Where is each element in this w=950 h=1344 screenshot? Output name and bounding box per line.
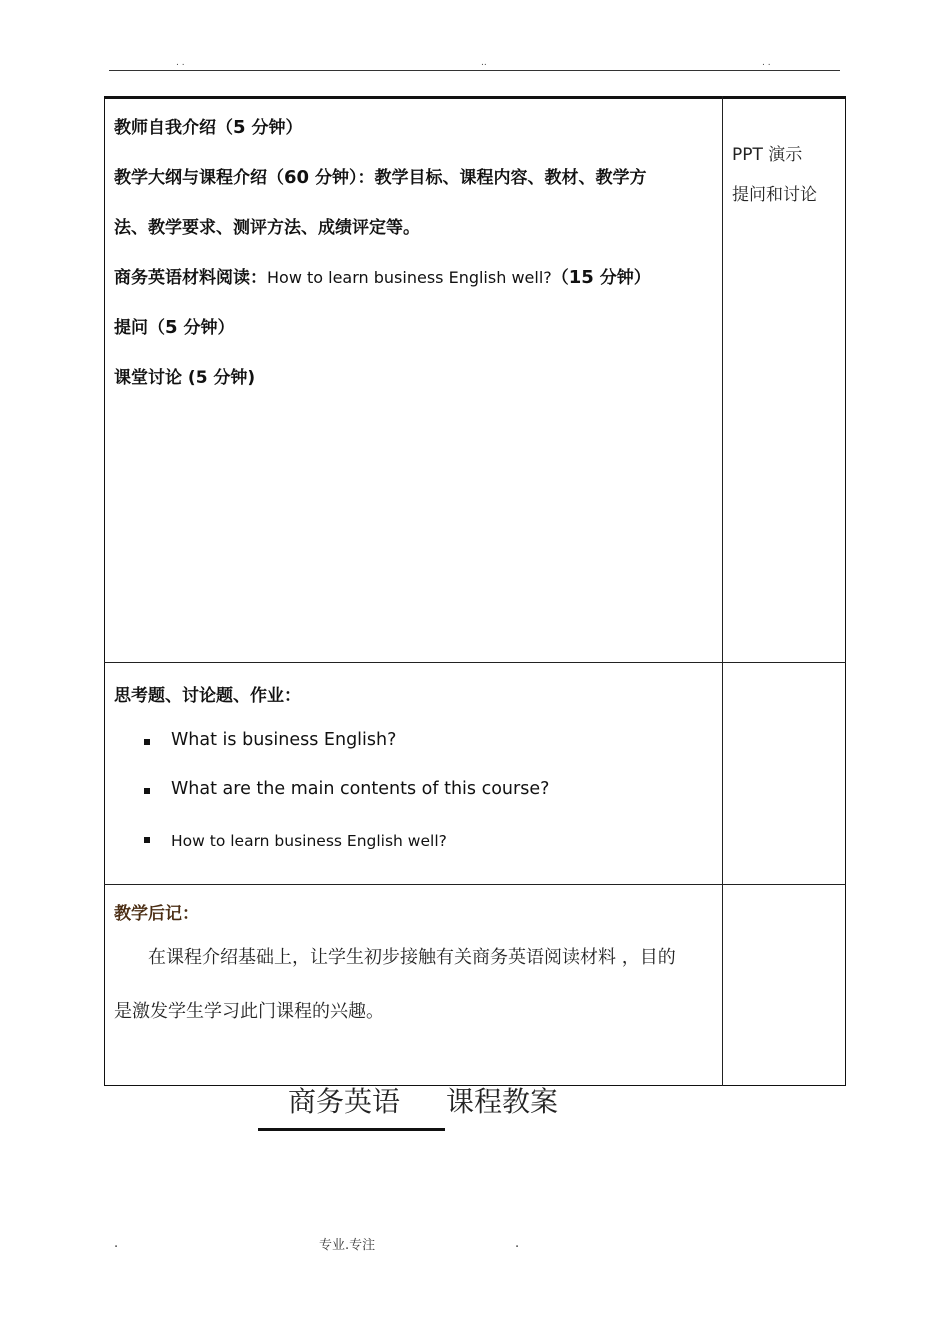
homework-item: How to learn business English well? [171,832,447,850]
method-note-ppt: PPT 演示 [732,145,803,165]
table-row-divider-1 [104,662,846,663]
step-discussion: 课堂讨论 (5 分钟) [114,368,256,388]
table-row-divider-2 [104,884,846,885]
table-column-divider [722,96,723,1086]
homework-heading: 思考题、讨论题、作业： [114,686,301,706]
footer-mark-right: . [515,1236,520,1251]
footer-tagline: 专业.专注 [319,1238,376,1253]
header-mark-left: . . [176,58,185,68]
reading-title: How to learn business English well? [267,268,552,287]
doc-title-plan: 课程教案 [446,1085,559,1118]
lesson-table [104,96,846,1086]
doc-title-course: 商务英语 [288,1085,401,1118]
header-rule [109,70,840,71]
step-intro: 教师自我介绍（5 分钟） [114,117,303,138]
homework-item: What are the main contents of this course? [171,779,550,799]
method-note-discussion: 提问和讨论 [732,185,817,205]
step-reading: 商务英语材料阅读：How to learn business English well?（15 分钟） [114,267,651,288]
step-questions: 提问（5 分钟） [114,317,235,338]
header-mark-right: . . [762,58,771,68]
homework-item: What is business English? [171,730,397,750]
postscript-heading: 教学后记： [114,904,199,924]
step-syllabus: 教学大纲与课程介绍（60 分钟）：教学目标、课程内容、教材、教学方 [114,167,647,188]
postscript-line-2: 是激发学生学习此门课程的兴趣。 [114,1001,384,1022]
footer-mark-left: . [114,1236,119,1251]
bullet-icon [144,739,150,745]
bullet-icon [144,788,150,794]
bullet-icon [144,837,150,843]
header-mark-center: .. [481,58,487,68]
doc-title-underline [258,1128,445,1131]
step-syllabus-continued: 法、教学要求、测评方法、成绩评定等。 [114,218,420,238]
postscript-line-1: 在课程介绍基础上，让学生初步接触有关商务英语阅读材料 ，目的 [148,947,676,968]
